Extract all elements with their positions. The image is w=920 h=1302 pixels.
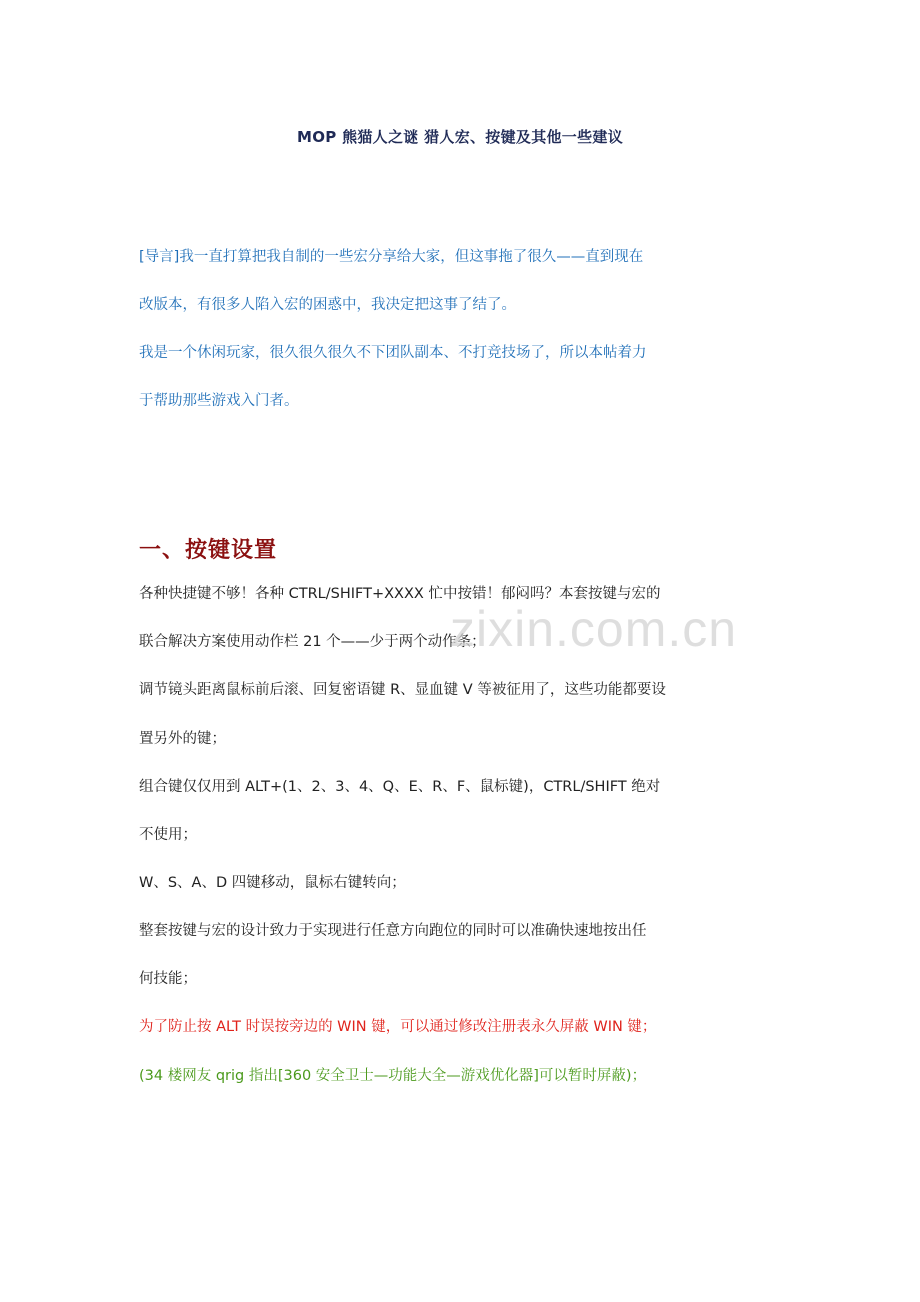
body-line-6: 不使用； <box>139 827 197 843</box>
body-line-3: 调节镜头距离鼠标前后滚、回复密语键 R、显血键 V 等被征用了，这些功能都要设 <box>139 682 666 698</box>
watermark: zixin.com.cn <box>450 601 738 657</box>
body-line-9: 何技能； <box>139 971 197 987</box>
intro-line-4: 于帮助那些游戏入门者。 <box>139 393 299 409</box>
body-line-7: W、S、A、D 四键移动，鼠标右键转向； <box>139 875 406 891</box>
intro-line-1: [导言]我一直打算把我自制的一些宏分享给大家，但这事拖了很久——直到现在 <box>139 249 644 265</box>
body-line-2: 联合解决方案使用动作栏 21 个——少于两个动作条； <box>139 634 486 650</box>
section-heading: 一、按键设置 <box>139 538 278 563</box>
body-line-1: 各种快捷键不够！各种 CTRL/SHIFT+XXXX 忙中按错！郁闷吗？本套按键与宏的 <box>139 586 661 602</box>
document-title: MOP 熊猫人之谜 猎人宏、按键及其他一些建议 <box>296 128 624 146</box>
body-line-5: 组合键仅仅用到 ALT+(1、2、3、4、Q、E、R、F、鼠标键)，CTRL/SHIFT 绝对 <box>139 779 661 795</box>
warning-line: 为了防止按 ALT 时误按旁边的 WIN 键，可以通过修改注册表永久屏蔽 WIN 键； <box>139 1019 657 1035</box>
body-line-8: 整套按键与宏的设计致力于实现进行任意方向跑位的同时可以准确快速地按出任 <box>139 923 647 939</box>
intro-line-2: 改版本，有很多人陷入宏的困惑中，我决定把这事了结了。 <box>139 297 516 313</box>
intro-line-3: 我是一个休闲玩家，很久很久很久不下团队副本、不打竞技场了，所以本帖着力 <box>139 345 647 361</box>
tip-line: (34 楼网友 qrig 指出[360 安全卫士—功能大全—游戏优化器]可以暂时屏蔽)； <box>139 1068 647 1084</box>
body-line-4: 置另外的键； <box>139 731 226 747</box>
